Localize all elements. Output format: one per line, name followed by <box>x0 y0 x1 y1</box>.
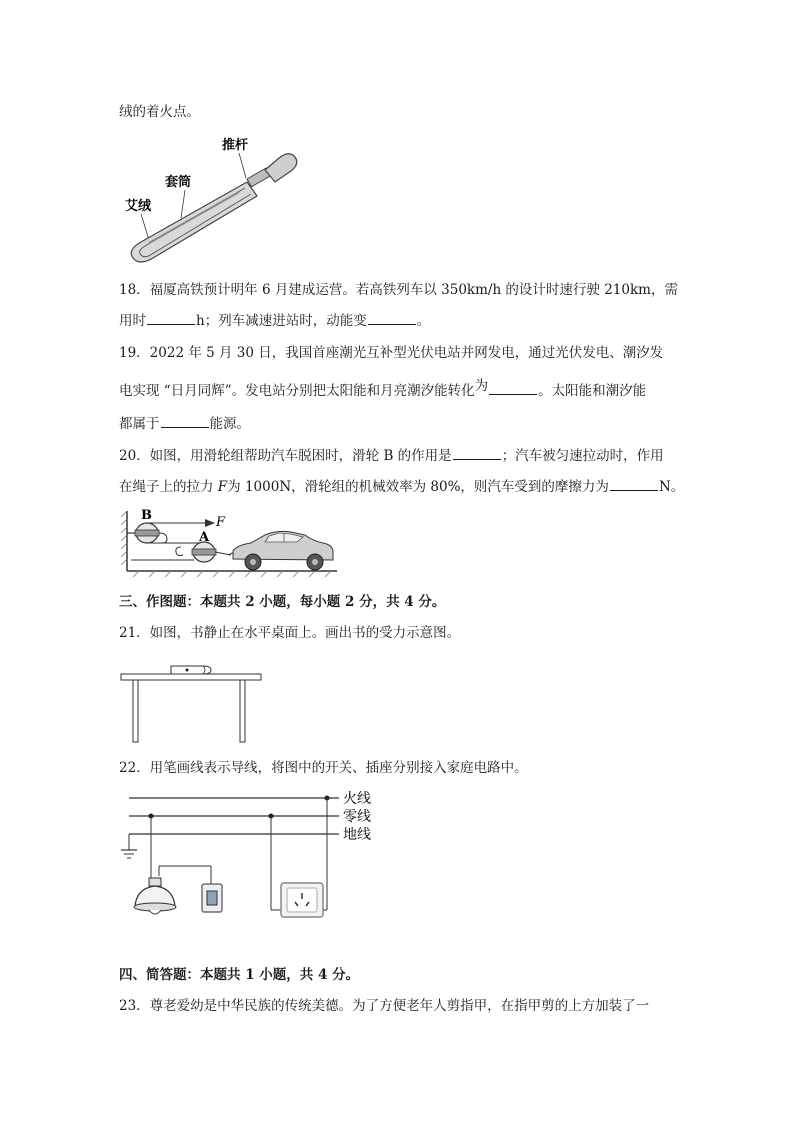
book-table-figure <box>119 660 269 745</box>
switch-icon <box>202 884 222 912</box>
socket-icon <box>281 883 323 917</box>
label-force-f: F <box>216 515 226 530</box>
label-pulley-b: B <box>141 508 152 523</box>
section-4-heading: 四、简答题：本题共 1 小题，共 4 分。 <box>119 967 360 983</box>
label-pulley-a: A <box>199 530 210 545</box>
q20-line1: 20．如图，用滑轮组帮助汽车脱困时，滑轮 B 的作用是 ；汽车被匀速拉动时，作用 <box>119 448 664 464</box>
q19-line3: 都属于 能源。 <box>119 416 250 432</box>
label-moxa: 艾绒 <box>125 199 152 214</box>
label-push-rod: 推杆 <box>222 138 249 153</box>
moxa-lighter-figure <box>119 130 299 265</box>
q22-text: 22．用笔画线表示导线，将图中的开关、插座分别接入家庭电路中。 <box>119 760 528 776</box>
section-3-heading: 三、作图题：本题共 2 小题，每小题 2 分，共 4 分。 <box>119 594 446 610</box>
answer-blank[interactable] <box>147 311 195 325</box>
label-live: 火线 <box>343 791 371 807</box>
label-sleeve: 套筒 <box>165 175 192 190</box>
answer-blank[interactable] <box>489 381 537 395</box>
answer-blank[interactable] <box>368 311 416 325</box>
label-ground: 地线 <box>343 827 371 843</box>
q18-line1: 18．福厦高铁预计明年 6 月建成运营。若高铁列车以 350km/h 的设计时速行驶 210km，需 <box>119 282 678 298</box>
q23-text: 23．尊老爱幼是中华民族的传统美德。为了方便老年人剪指甲，在指甲剪的上方加装了一 <box>119 998 650 1014</box>
label-neutral: 零线 <box>343 809 371 825</box>
lamp-icon <box>134 878 176 914</box>
q19-line2: 电实现 “日月同辉”。发电站分别把太阳能和月亮潮汐能转化为 。太阳能和潮汐能 <box>119 378 647 399</box>
answer-blank[interactable] <box>610 477 658 491</box>
q19-line1: 19．2022 年 5 月 30 日，我国首座潮光互补型光伏电站并网发电，通过光伏发电、潮汐发 <box>119 345 664 361</box>
pulley-car-figure <box>119 505 344 580</box>
q20-line2: 在绳子上的拉力 F为 1000N，滑轮组的机械效率为 80%，则汽车受到的摩擦力为 N。 <box>119 479 685 495</box>
q17-tail: 绒的着火点。 <box>119 104 200 120</box>
answer-blank[interactable] <box>453 446 501 460</box>
q18-line2: 用时 h；列车减速进站时，动能变 。 <box>119 313 431 329</box>
q21-text: 21．如图，书静止在水平桌面上。画出书的受力示意图。 <box>119 625 461 641</box>
answer-blank[interactable] <box>161 414 209 428</box>
household-circuit-figure <box>119 786 384 926</box>
